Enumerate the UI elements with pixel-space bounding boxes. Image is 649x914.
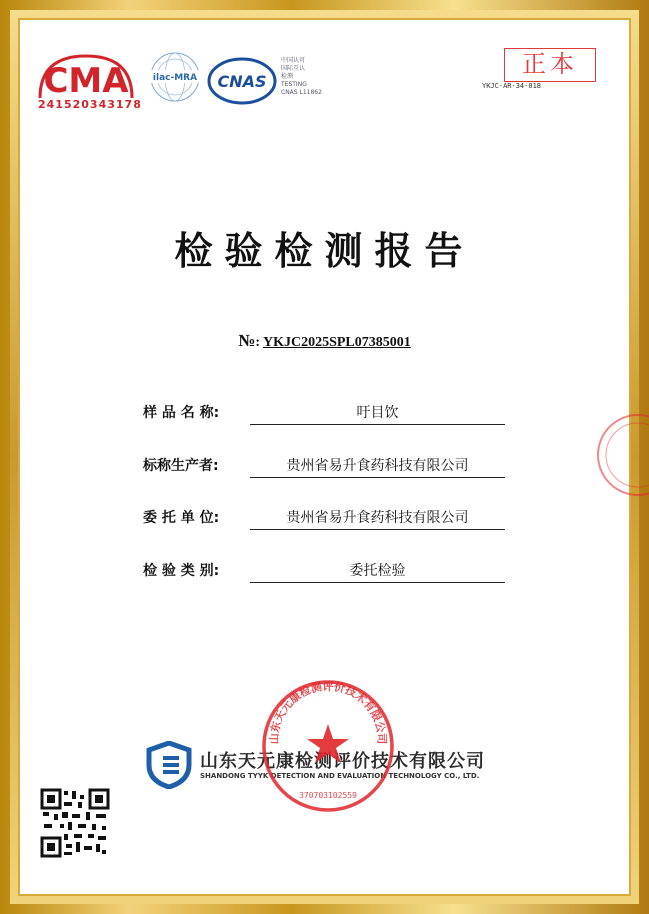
field-client — [143, 507, 505, 529]
field-value: 贵州省易升食药科技有限公司 — [250, 455, 505, 478]
field-label: 标称生产者: — [143, 458, 219, 474]
field-inspection-type — [143, 560, 505, 582]
cma-code: 241520343178 — [38, 98, 142, 111]
number-symbol: № — [238, 331, 256, 350]
document-code: YKJC-AR-34-018 — [482, 82, 542, 90]
cnas-line: 中国认可 — [281, 57, 306, 64]
seal-star-icon — [307, 724, 349, 763]
field-sample-name — [143, 402, 505, 424]
cnas-logo — [207, 56, 277, 106]
official-seal — [258, 676, 398, 816]
seal-code: 370703102559 — [299, 791, 357, 800]
edge-seal — [594, 410, 649, 500]
qr-code-icon — [40, 788, 110, 858]
seal-text: 山东天元康检测评价技术有限公司 — [267, 680, 389, 745]
cnas-line: TESTING — [281, 81, 307, 88]
field-manufacturer — [143, 455, 505, 477]
cnas-line: 检测 — [281, 73, 294, 80]
report-number-value: YKJC2025SPL07385001 — [262, 335, 411, 350]
ilac-logo-text: ilac-MRA — [152, 73, 198, 83]
number-separator: : — [255, 335, 260, 350]
company-name-cn: 山东天元康检测评价技术有限公司 — [200, 751, 485, 772]
original-stamp: 正本 — [504, 48, 596, 82]
field-value: 委托检验 — [250, 560, 505, 583]
report-number — [0, 331, 649, 351]
field-label: 委 托 单 位: — [143, 510, 220, 526]
cnas-line: CNAS L11862 — [281, 89, 322, 96]
field-value: 贵州省易升食药科技有限公司 — [250, 507, 505, 530]
cnas-accreditation-text — [281, 57, 351, 97]
company-shield-logo — [145, 741, 193, 789]
field-label: 样 品 名 称: — [143, 405, 220, 421]
cma-logo-text: CMA — [43, 61, 129, 101]
field-label: 检 验 类 别: — [143, 563, 220, 579]
company-name-en: SHANDONG TYYK DETECTION AND EVALUATION TECHNOLOGY CO., LTD. — [200, 772, 480, 780]
field-value: 吁目饮 — [250, 402, 505, 425]
ilac-mra-logo — [145, 50, 205, 104]
cnas-line: 国际互认 — [281, 65, 306, 72]
cnas-logo-text: CNAS — [217, 72, 267, 91]
report-title: 检验检测报告 — [174, 229, 475, 273]
